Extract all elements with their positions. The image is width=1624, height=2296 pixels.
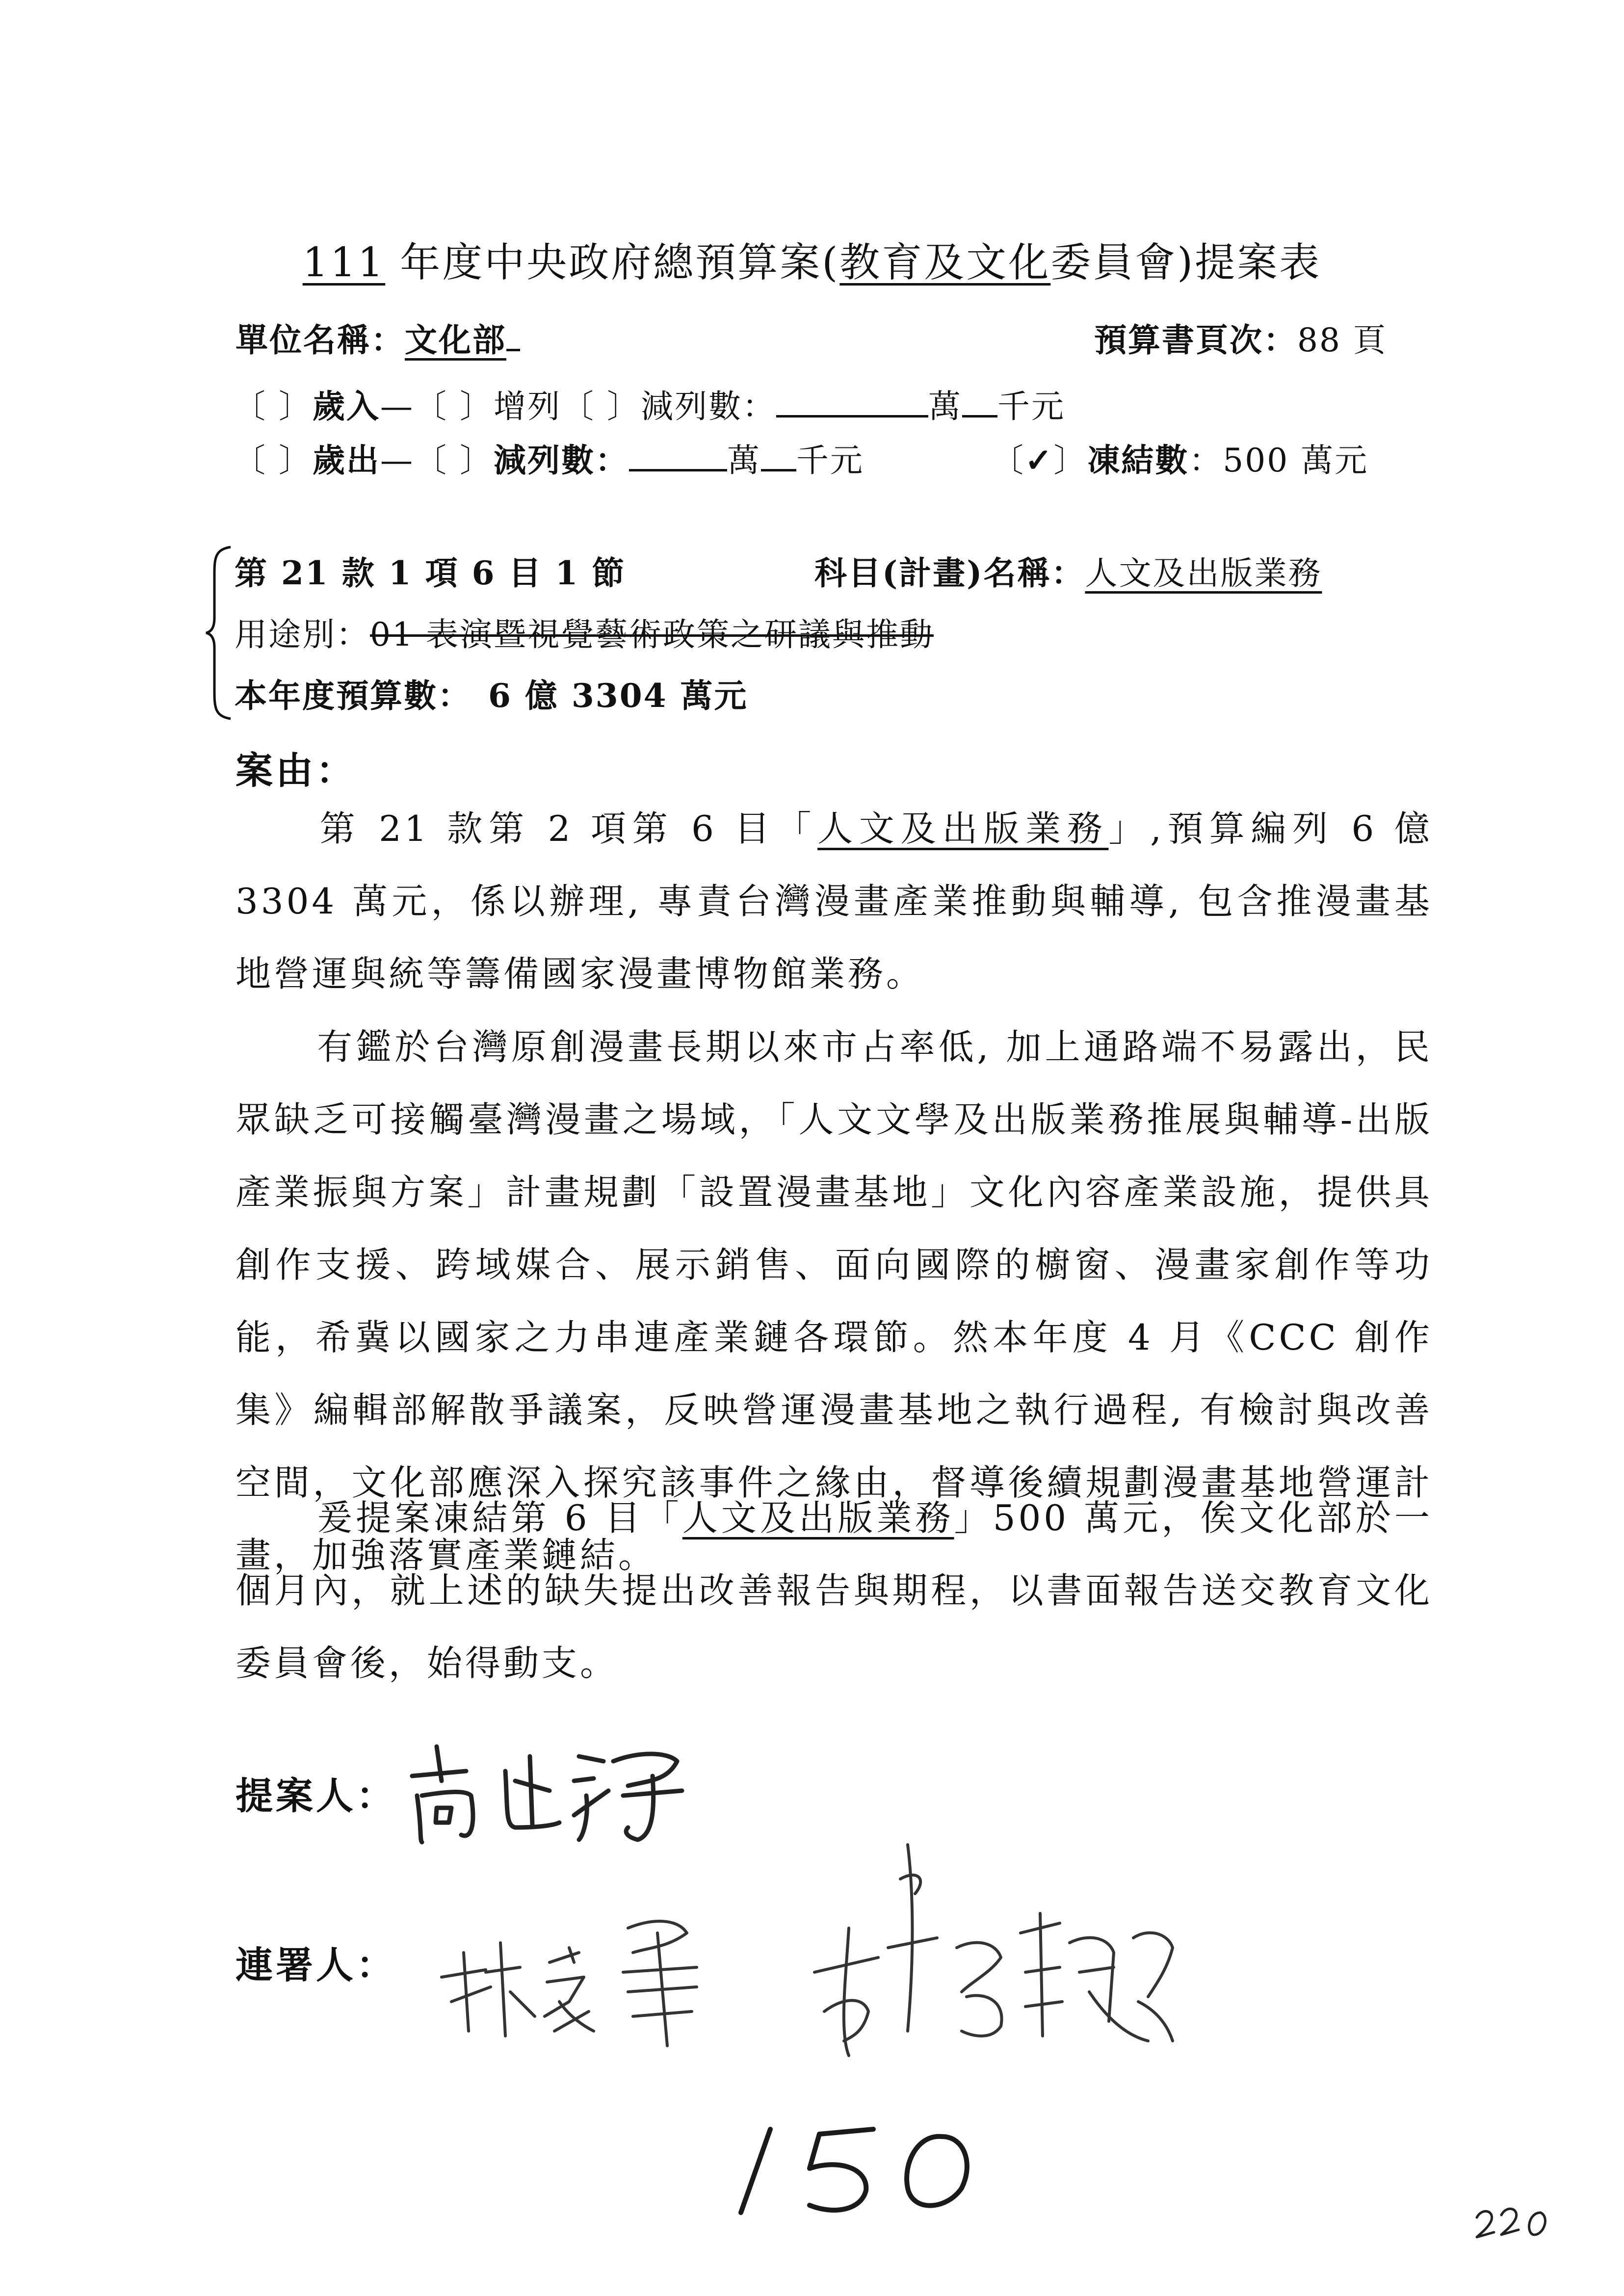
freeze-check-icon: ✓ [1025,441,1054,479]
cosigner-signature-1 [422,1854,805,2051]
p3-part-b: 」500 萬元，俟文化部於一個月內，就上述的缺失提出改善報告與期程，以書面報告送交教育文化委員會後，始得動支。 [236,1497,1433,1684]
cosigner-signature-2 [795,1825,1197,2080]
expenditure-row [233,434,864,481]
section-brace [204,545,233,721]
revenue-dash: — [380,388,414,425]
usage-group [235,608,934,655]
freeze-bracket-close: 〕 [1053,442,1088,479]
proposer-signature [393,1717,697,1854]
usage-label: 用途別： [235,616,370,653]
revenue-checkbox: 〔 〕 [233,388,313,425]
budget-group [235,670,748,716]
page-title [0,231,1624,288]
budget-label: 本年度預算數： [235,677,471,715]
revenue-qianyuan: 千元 [997,388,1065,425]
expenditure-qian-blank [761,442,796,471]
page-ref [1094,314,1387,361]
expenditure-qianyuan: 千元 [796,442,864,479]
usage-value: 01 表演暨視覺藝術政策之研議與推動 [370,616,934,653]
expenditure-wan-blank [629,442,727,471]
expenditure-label: 歲出 [312,441,380,479]
revenue-row [233,380,1065,427]
p1-part-a: 第 21 款第 2 項第 6 目「 [316,808,818,849]
expenditure-dash: — [380,442,414,479]
revenue-cut-checkbox: 〔 〕 [561,388,641,425]
section-code: 第 21 款 1 項 6 目 1 節 [235,554,626,592]
revenue-add-label: 增列 [493,388,561,425]
subject-value: 人文及出版業務 [1085,554,1322,592]
page-ref-label: 預算書頁次： [1094,321,1297,359]
budget-value: 6 億 3304 萬元 [488,677,748,715]
revenue-cut-label: 減列數： [640,388,776,425]
expenditure-checkbox: 〔 〕 [233,442,313,479]
expenditure-cut-label: 減列數： [493,441,629,479]
expenditure-wan: 萬 [727,442,761,479]
freeze-label: 凍結數 [1087,441,1189,479]
unit-value: 文化部 [405,321,506,359]
subject-group [814,547,1322,594]
title-part2: 委員會)提案表 [1050,239,1322,286]
reason-heading: 案由： [236,749,356,792]
corner-page-number [1472,2198,1560,2247]
p3-subject: 人文及出版業務 [682,1497,954,1539]
expenditure-cut-checkbox: 〔 〕 [414,442,494,479]
proposer-label: 提案人： [236,1774,396,1818]
title-committee: 教育及文化 [839,239,1051,286]
revenue-label: 歲入 [312,387,380,425]
revenue-qian-blank [962,388,997,417]
freeze-group [991,434,1368,481]
p3-part-a: 爰提案凍結第 6 目「 [316,1497,682,1539]
title-part1: 年度中央政府總預算案( [385,239,840,286]
subject-label: 科目(計畫)名稱： [814,554,1085,592]
revenue-wan: 萬 [928,388,962,425]
freeze-bracket-open: 〔 [991,442,1025,479]
unit-label: 單位名稱： [236,321,405,359]
freeze-value: ：500 萬元 [1189,442,1369,479]
title-year: 111 [302,239,386,286]
revenue-wan-blank [776,388,928,417]
p1-subject: 人文及出版業務 [817,808,1109,849]
p2-text: 有鑑於台灣原創漫畫長期以來市占率低, 加上通路端不易露出，民眾缺乏可接觸臺灣漫畫之場域，「人文文學及出版業務推展與輔導-出版產業振與方案」計畫規劃「設置漫畫基地」文化內容產業設施，提供具創作支援、跨域媒合、展示銷售、面向國際的櫥窗、漫畫家創作等功能，希冀以國家之力串連產業鏈各環節。然本年度 4 月《CCC 創作集》編輯部解散爭議案，反映營運漫畫基地之執行過程, 有檢討與改善空間，文化部應深入探究該事件之緣由，督導後續規劃漫畫基地營運計畫，加強落實產業鏈結。 [236,1026,1433,1576]
reason-paragraph-1 [236,792,1433,1010]
revenue-add-checkbox: 〔 〕 [414,388,494,425]
reason-paragraph-3 [236,1482,1433,1699]
p1-part-b: 」,預算編列 6 億 3304 萬元，係以辦理, 專責台灣漫畫產業推動與輔導, 包含推漫畫基地營運與統等籌備國家漫畫博物館業務。 [236,808,1433,994]
page-ref-value: 88 頁 [1297,321,1387,359]
unit-row [236,314,520,361]
cosigner-label: 連署人： [236,1943,396,1987]
handwritten-page-number [726,2110,1001,2222]
